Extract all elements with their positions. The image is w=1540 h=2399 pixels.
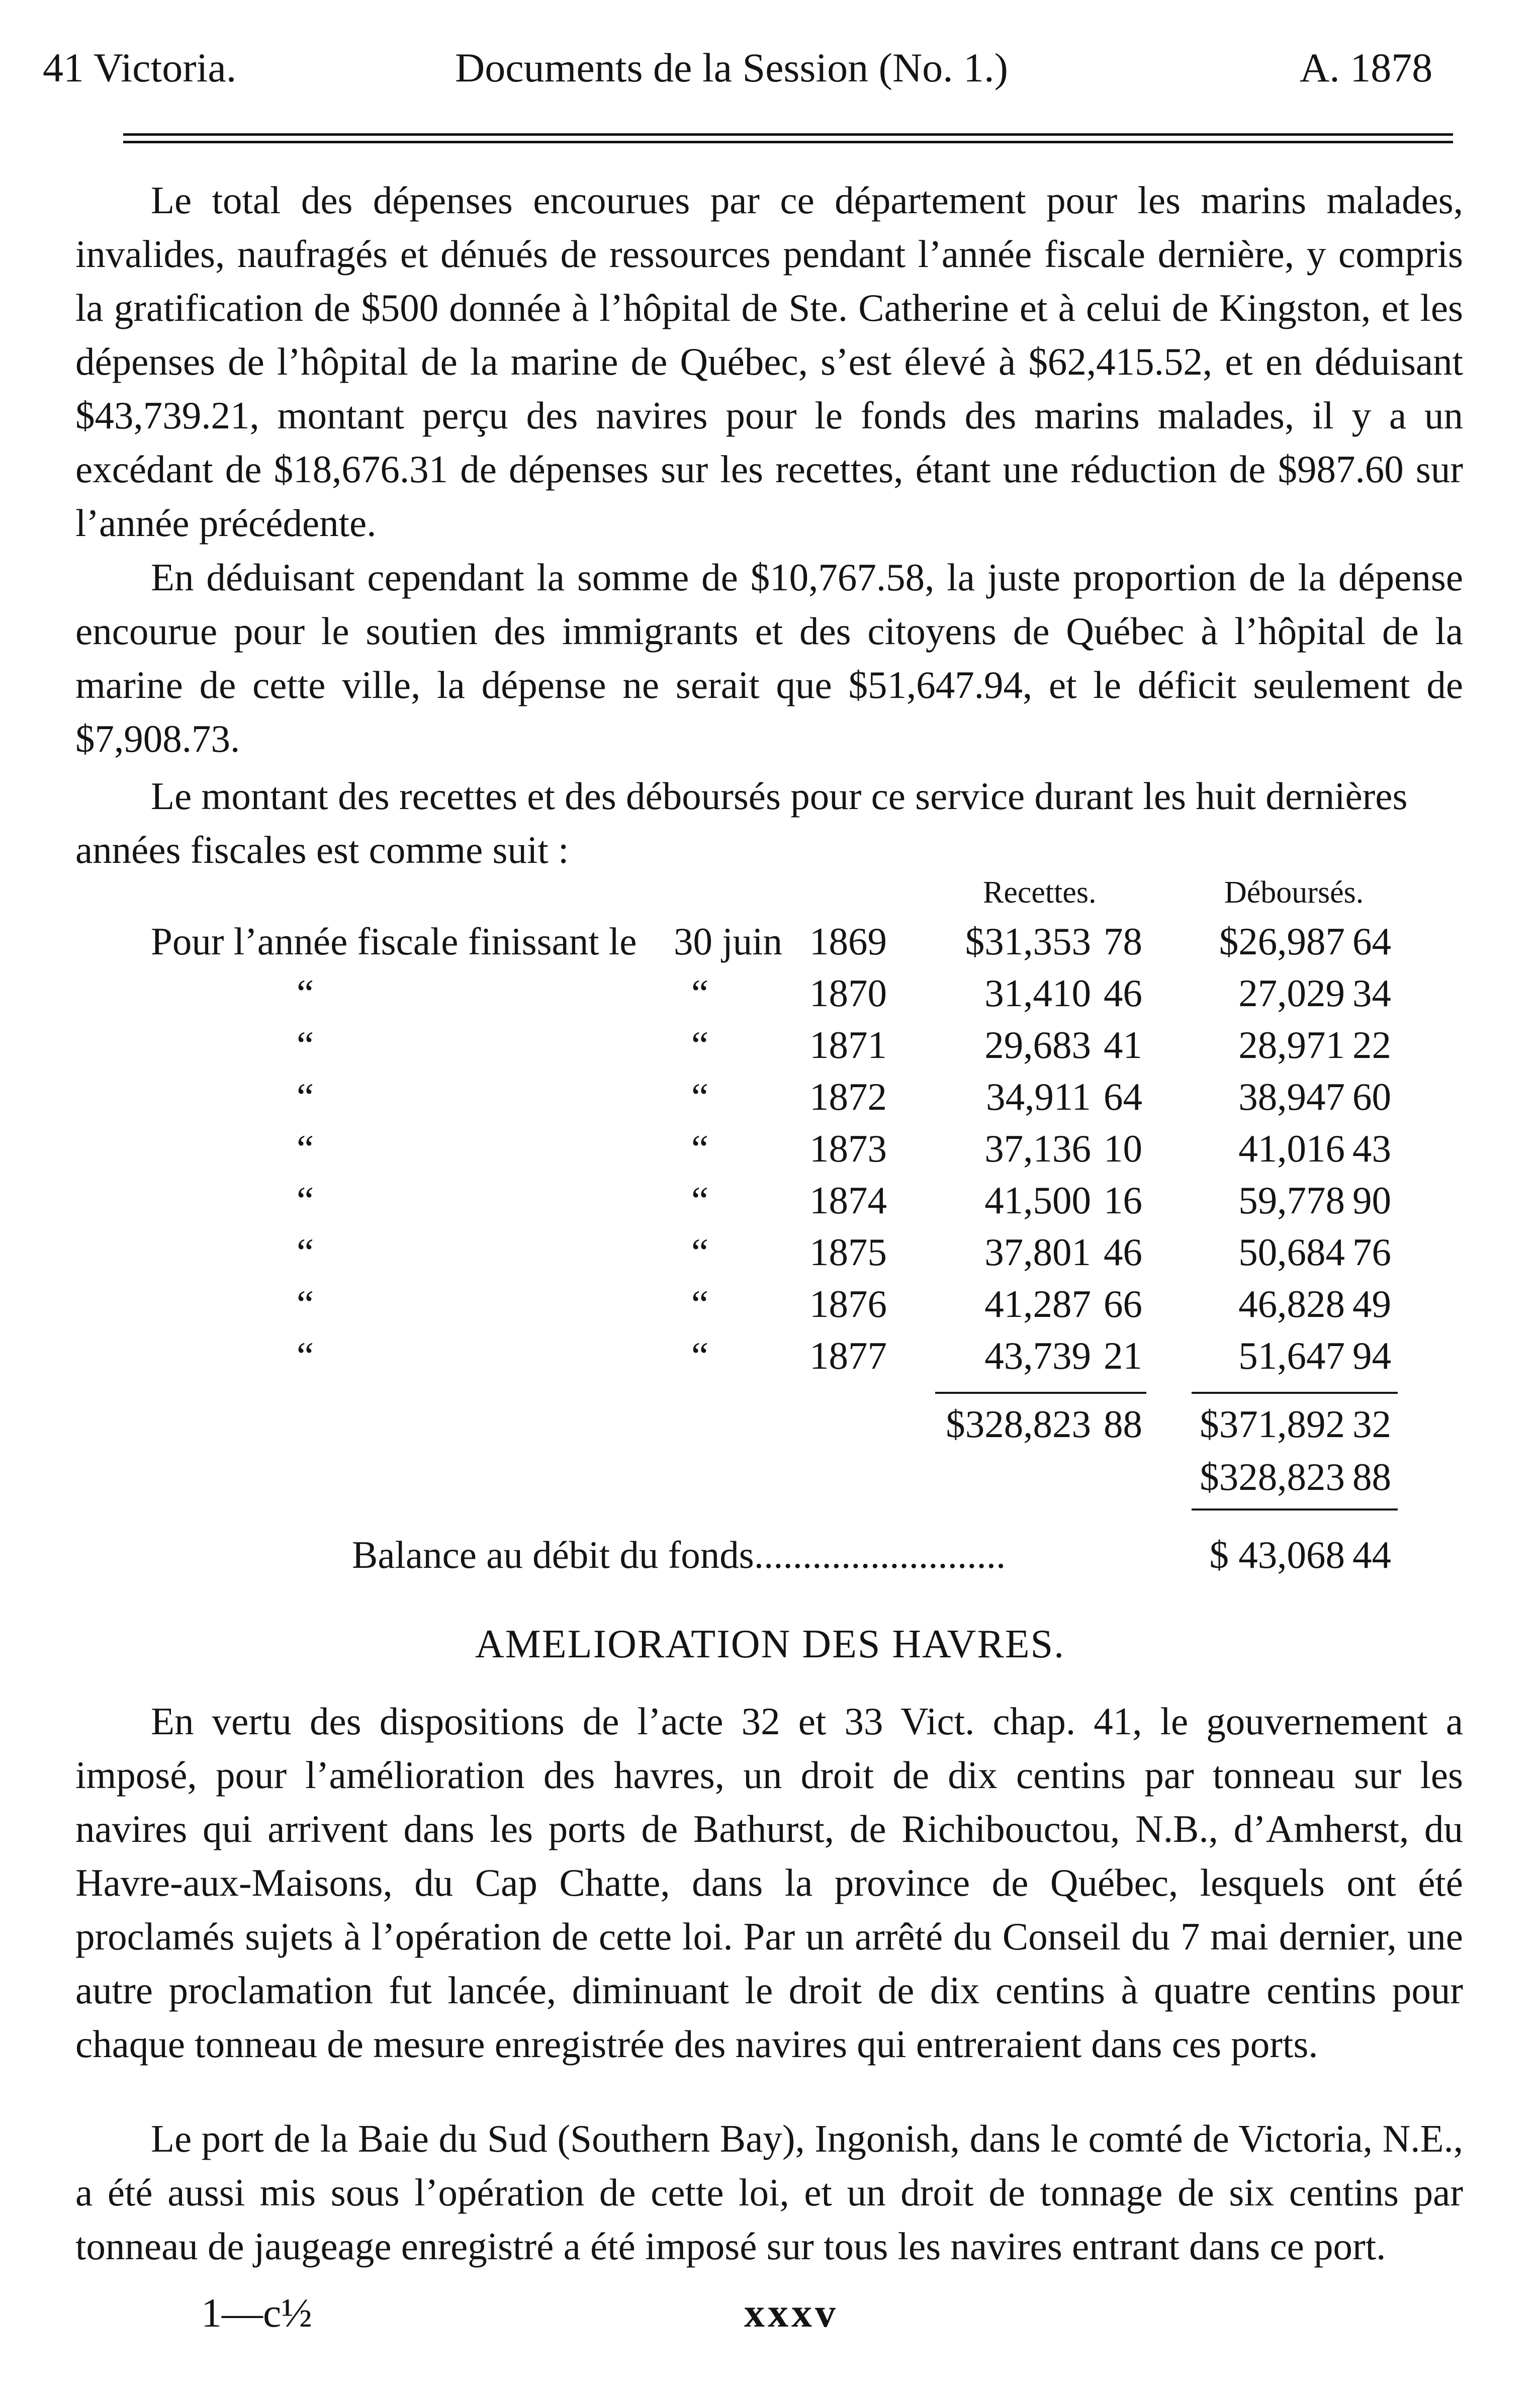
row-debourses-cents: 94: [1352, 1334, 1391, 1377]
balance-cents: 44: [1352, 1533, 1391, 1576]
row-ditto-right: “: [691, 1179, 709, 1222]
row-year: 1877: [809, 1334, 887, 1377]
section-heading: AMELIORATION DES HAVRES.: [475, 1622, 1065, 1666]
total-rule-recettes: [935, 1392, 1146, 1394]
row-debourses-cents: 22: [1352, 1023, 1391, 1067]
row-debourses-dollars: 51,647: [1238, 1334, 1345, 1377]
header-year: A. 1878: [1300, 45, 1433, 91]
row-recettes-dollars: 34,911: [986, 1075, 1091, 1118]
row-ditto-left: “: [297, 971, 314, 1015]
row-recettes-cents: 78: [1104, 920, 1142, 963]
header-rule-bottom: [123, 141, 1453, 143]
row-ditto-right: “: [691, 1282, 709, 1325]
balance-label: Balance au débit du fonds..........................: [352, 1533, 1006, 1576]
table-row: [0, 1177, 1540, 1224]
row-recettes-cents: 21: [1104, 1334, 1142, 1377]
row-ditto-left: “: [297, 1230, 314, 1274]
header-rule-top: [123, 133, 1453, 136]
column-header-debourses: Déboursés.: [1224, 875, 1364, 910]
row-recettes-cents: 64: [1104, 1075, 1142, 1118]
table-row: [0, 1280, 1540, 1328]
row-year: 1876: [809, 1282, 887, 1325]
row-year: 1870: [809, 971, 887, 1015]
row-debourses-dollars: 46,828: [1238, 1282, 1345, 1325]
row-recettes-dollars: 41,287: [984, 1282, 1091, 1325]
row-year: 1874: [809, 1179, 887, 1222]
total-rule-debourses: [1192, 1392, 1398, 1394]
row-ditto-left: “: [297, 1023, 314, 1067]
table-row: [0, 969, 1540, 1017]
page-number: xxxv: [744, 2290, 839, 2336]
row-recettes-cents: 10: [1104, 1127, 1142, 1170]
signature-mark: 1—c½: [201, 2290, 312, 2336]
table-row: [0, 1332, 1540, 1380]
row-debourses-dollars: 41,016: [1238, 1127, 1345, 1170]
row-debourses-cents: 43: [1352, 1127, 1391, 1170]
row-recettes-dollars: 29,683: [984, 1023, 1091, 1067]
row-label: Pour l’année fiscale finissant le: [151, 920, 637, 963]
balance-dollars: $ 43,068: [1209, 1533, 1345, 1576]
row-ditto-left: “: [297, 1334, 314, 1377]
row-ditto-left: “: [297, 1075, 314, 1118]
row-recettes-cents: 66: [1104, 1282, 1142, 1325]
table-row: [0, 1125, 1540, 1173]
paragraph-2: En déduisant cependant la somme de $10,767.58, la juste proportion de la dépense encourue pour le soutien des immigrants et des citoyens de Québec à l’hôpital de la marine de cette ville, la dépense ne serait que $51,647.94, et le déficit seulement de $7,908.73.: [75, 556, 1463, 760]
row-ditto-right: 30 juin: [674, 920, 783, 963]
total-recettes-dollars: $328,823: [946, 1402, 1091, 1446]
row-ditto-right: “: [691, 1023, 709, 1067]
row-recettes-cents: 16: [1104, 1179, 1142, 1222]
row-year: 1875: [809, 1230, 887, 1274]
row-ditto-left: “: [297, 1179, 314, 1222]
row-debourses-cents: 64: [1352, 920, 1391, 963]
row-ditto-left: “: [297, 1282, 314, 1325]
row-year: 1869: [809, 920, 887, 963]
row-debourses-cents: 49: [1352, 1282, 1391, 1325]
row-recettes-dollars: 43,739: [984, 1334, 1091, 1377]
row-ditto-right: “: [691, 971, 709, 1015]
row-debourses-cents: 34: [1352, 971, 1391, 1015]
row-recettes-dollars: 37,136: [984, 1127, 1091, 1170]
subtract-debourses-dollars: $328,823: [1200, 1455, 1345, 1498]
row-recettes-dollars: 41,500: [984, 1179, 1091, 1222]
subtract-debourses-cents: 88: [1352, 1455, 1391, 1498]
total-debourses-cents: 32: [1352, 1402, 1391, 1446]
row-year: 1871: [809, 1023, 887, 1067]
paragraph-4: En vertu des dispositions de l’acte 32 et 33 Vict. chap. 41, le gouvernement a imposé, pour l’amélioration des havres, un droit de dix centins par tonneau sur les navires qui arrivent dans les ports de Bathurst, de Richibouctou, N.B., d’Amherst, du Havre-aux-Maisons, du Cap Chatte, dans la province de Québec, lesquels ont été proclamés sujets à l’opération de cette loi. Par un arrêté du Conseil du 7 mai dernier, une autre proclamation fut lancée, diminuant le droit de dix centins à quatre centins pour chaque tonneau de mesure enregistrée des navires qui entreraient dans ces ports.: [75, 1700, 1463, 2066]
row-ditto-right: “: [691, 1230, 709, 1274]
header-title: Documents de la Session (No. 1.): [455, 45, 1008, 91]
row-ditto-right: “: [691, 1334, 709, 1377]
row-ditto-right: “: [691, 1127, 709, 1170]
column-header-recettes: Recettes.: [983, 875, 1097, 910]
row-year: 1872: [809, 1075, 887, 1118]
row-recettes-dollars: 37,801: [984, 1230, 1091, 1274]
row-debourses-dollars: 28,971: [1238, 1023, 1345, 1067]
row-ditto-left: “: [297, 1127, 314, 1170]
table-row: [0, 1021, 1540, 1069]
paragraph-5: Le port de la Baie du Sud (Southern Bay), Ingonish, dans le comté de Victoria, N.E., a été aussi mis sous l’opération de cette loi, et un droit de tonnage de six centins par tonneau de jaugeage enregistré a été imposé sur tous les navires entrant dans ce port.: [75, 2117, 1463, 2268]
table-subtraction-row: [0, 1453, 1540, 1501]
row-debourses-dollars: 59,778: [1238, 1179, 1345, 1222]
row-debourses-cents: 90: [1352, 1179, 1391, 1222]
balance-rule: [1192, 1508, 1398, 1511]
row-debourses-dollars: 38,947: [1238, 1075, 1345, 1118]
row-debourses-cents: 76: [1352, 1230, 1391, 1274]
paragraph-3-intro: Le montant des recettes et des déboursés pour ce service durant les huit dernières années fiscales est comme suit :: [75, 774, 1408, 871]
row-recettes-cents: 46: [1104, 971, 1142, 1015]
table-row: [0, 1073, 1540, 1121]
row-debourses-dollars: 27,029: [1238, 971, 1345, 1015]
total-recettes-cents: 88: [1104, 1402, 1142, 1446]
row-recettes-dollars: 31,410: [984, 971, 1091, 1015]
row-recettes-dollars: $31,353: [965, 920, 1091, 963]
row-debourses-dollars: 50,684: [1238, 1230, 1345, 1274]
row-ditto-right: “: [691, 1075, 709, 1118]
table-totals-row: [0, 1400, 1540, 1448]
row-year: 1873: [809, 1127, 887, 1170]
row-debourses-dollars: $26,987: [1219, 920, 1345, 963]
total-debourses-dollars: $371,892: [1200, 1402, 1345, 1446]
paragraph-1: Le total des dépenses encourues par ce département pour les marins malades, invalides, naufragés et dénués de ressources pendant l’année fiscale dernière, y compris la gratification de $500 donnée à l’hôpital de Ste. Catherine et à celui de Kingston, et les dépenses de l’hôpital de la marine de Québec, s’est élevé à $62,415.52, et en déduisant $43,739.21, montant perçu des navires pour le fonds des marins malades, il y a un excédant de $18,676.31 de dépenses sur les recettes, étant une réduction de $987.60 sur l’année précédente.: [75, 179, 1463, 545]
row-recettes-cents: 46: [1104, 1230, 1142, 1274]
row-debourses-cents: 60: [1352, 1075, 1391, 1118]
table-row: [0, 1228, 1540, 1276]
table-row: [0, 918, 1540, 965]
row-recettes-cents: 41: [1104, 1023, 1142, 1067]
header-session-year: 41 Victoria.: [43, 45, 237, 91]
